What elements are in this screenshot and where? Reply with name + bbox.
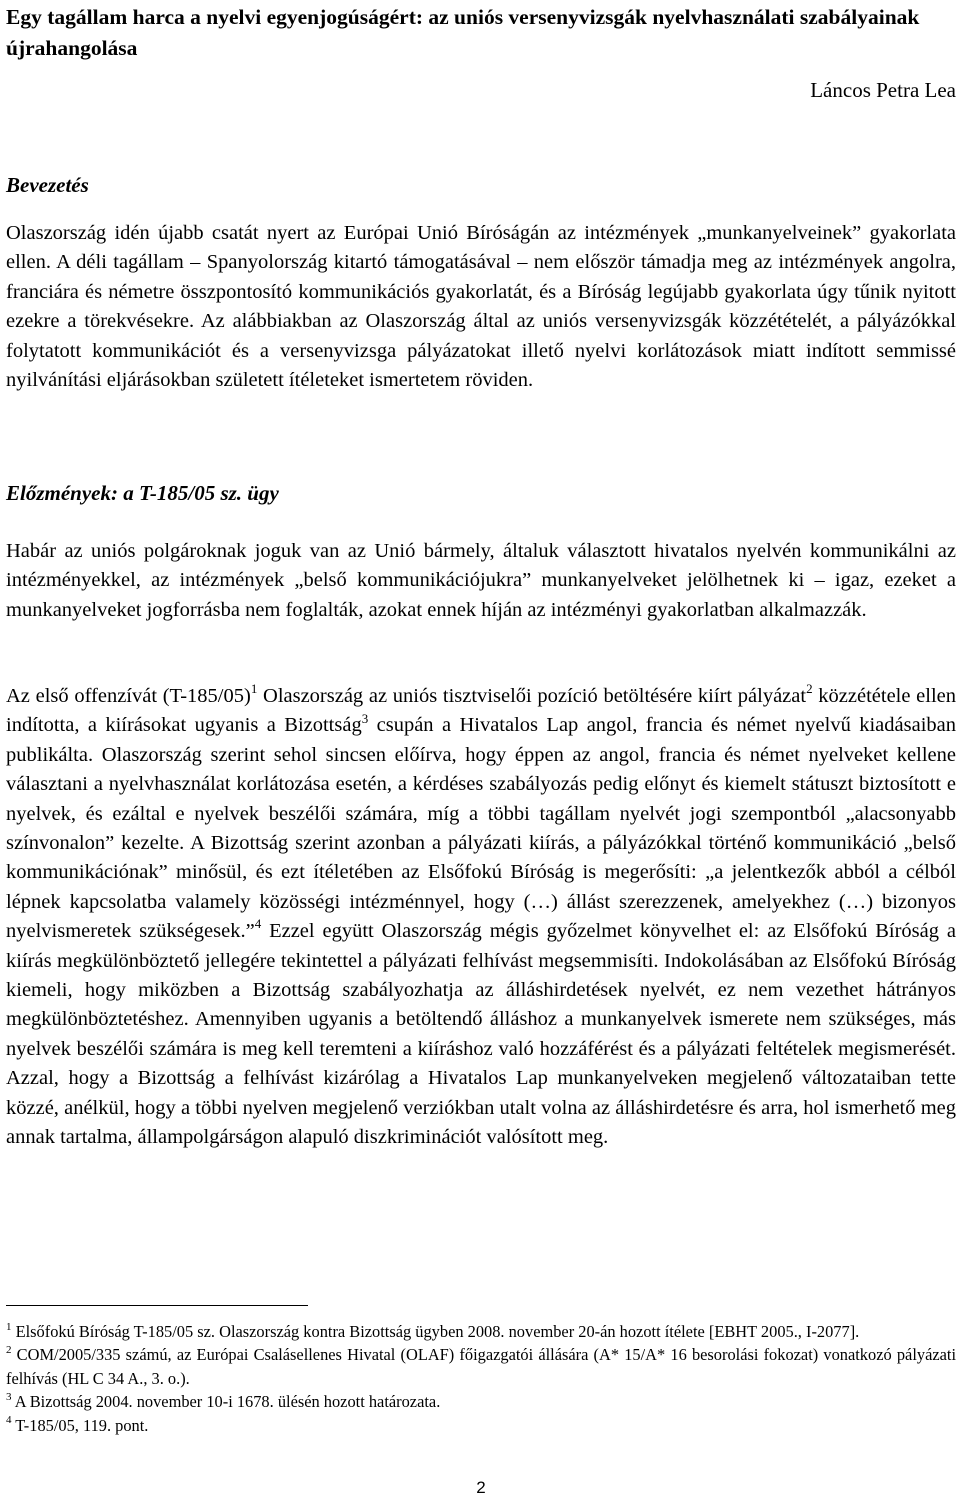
paragraph-text: közzététele ellen indította, a kiírásokat ugyanis a Bizottság [6,685,957,737]
footnote-reference-1[interactable]: 1 [250,681,258,697]
paragraph-text: Habár az uniós polgároknak joguk van az Unió bármely, általuk választott hivatalos nyelvén kommunikálni az intézményekkel, az intézmények „belső kommunikációjukra” munkanyelveket jelölhetnek ki – igaz, ezeket a munkanyelveket jogforrásba nem foglalták, azokat ennek híján az intézményi gyakorlatban alkalmazzák. [6,540,956,621]
paragraph-background-2 [6,682,956,1153]
author-name: Láncos Petra Lea [810,78,956,102]
footnote-1 [6,1320,956,1343]
section-heading-background: Előzmények: a T-185/05 sz. ügy [6,481,279,505]
footnote-text: A Bizottság 2004. november 10-i 1678. ülésén hozott határozata. [11,1392,441,1412]
document-title: Egy tagállam harca a nyelvi egyenjogúságért: az uniós versenyvizsgák nyelvhasználati szabályainak újrahangolása [6,5,920,60]
paragraph-text: csupán a Hivatalos Lap angol, francia és német nyelvű kiadásaiban publikálta. Olaszország szerint sehol sincsen előírva, hogy éppen az angol, francia és német nyelveket kellene választani a nyelvhasználat korlátozása esetén, a kérdéses szabályozás pedig előnyt és kiemelt státuszt biztosított e nyelvek, és ezáltal e nyelvek beszélői számára, míg a többi tagállam nyelvét jogi szempontból „alacsonyabb színvonalon” kezelte. A Bizottság szerint azonban a pályázati kiírás, a pályázókkal történő kommunikáció „belső kommunikációnak” minősül, és ezt ítéletében az Elsőfokú Bíróság is megerősíti: „a jelentkezők abból a célból lépnek kapcsolatba valamely közösségi intézménnyel, hogy (…) állást szerezzenek, amelyekhez (…) bizonyos nyelvismeretek szükségesek.” [6,714,956,943]
footnote-number: 3 [6,1390,12,1403]
footnote-2 [6,1343,956,1390]
paragraph-text: Olaszország idén újabb csatát nyert az Európai Unió Bíróságán az intézmények „munkanyelveinek” gyakorlata ellen. A déli tagállam – Spanyolország kitartó támogatásával – nem először támadja meg az intézmények angolra, franciára és németre összpontosító kommunikációs gyakorlatát, és a Bíróság legújabb gyakorlata úgy tűnik nyitott ezekre a törekvésekre. Az alábbiakban az Olaszország által az uniós versenyvizsgák közzétételét, a pályázókkal folytatott kommunikációt és a versenyvizsga pályázatokat illető nyelvi korlátozások miatt indított semmissé nyilvánítási eljárásokban született ítéleteket ismertetem röviden. [6,222,956,392]
footnote-3 [6,1390,956,1413]
footnote-separator [6,1305,308,1306]
page-number: 2 [476,1478,486,1497]
paragraph-text: Ezzel együtt Olaszország mégis győzelmet könyvelhet el: az Elsőfokú Bíróság a kiírás megkülönböztető jellegére tekintettel a pályázati felhívást megsemmisíti. Indokolásában az Elsőfokú Bíróság kiemeli, hogy miközben a Bizottság szabályozhatja az álláshirdetések nyelvét, ez nem vezethet hátrányos megkülönböztetéshez. Amennyiben ugyanis a betöltendő álláshoz a munkanyelvek ismerete nem szükséges, más nyelvek beszélői számára is meg kell teremteni a kiíráshoz való hozzáférést és a pályázati feltételek megismerését. Azzal, hogy a Bizottság a felhívást kizárólag a Hivatalos Lap munkanyelveken megjelenő változataiban tette közzé, anélkül, hogy a többi nyelven megjelenő verziókban utalt volna az álláshirdetésre és arra, hol ismerhető meg annak tartalma, állampolgárságon alapuló diszkriminációt valósított meg. [6,920,956,1149]
footnote-number: 4 [6,1414,12,1427]
paragraph-introduction [6,219,956,395]
footnote-text: COM/2005/335 számú, az Európai Csalásellenes Hivatal (OLAF) főigazgatói állására (A* 15/A* 16 besorolási fokozat) vonatkozó pályázati felhívás (HL C 34 A., 3. o.). [6,1345,956,1388]
footnote-reference-4[interactable]: 4 [254,916,262,932]
paragraph-text: Olaszország az uniós tisztviselői pozíció betöltésére kiírt pályázat [257,685,807,707]
paragraph-background-1 [6,537,956,625]
footnote-text: T-185/05, 119. pont. [11,1415,149,1435]
paragraph-text: Az első offenzívát (T-185/05) [6,685,251,707]
footnote-reference-2[interactable]: 2 [806,681,813,697]
footnote-4 [6,1414,956,1437]
footnote-reference-3[interactable]: 3 [361,710,369,726]
footnote-text: Elsőfokú Bíróság T-185/05 sz. Olaszország kontra Bizottság ügyben 2008. november 20-án hozott ítélete [EBHT 2005., I-2077]. [11,1322,860,1341]
footnote-number: 1 [6,1320,12,1333]
section-heading-introduction: Bevezetés [6,173,89,197]
footnote-number: 2 [6,1343,12,1356]
footnotes [6,1320,956,1437]
